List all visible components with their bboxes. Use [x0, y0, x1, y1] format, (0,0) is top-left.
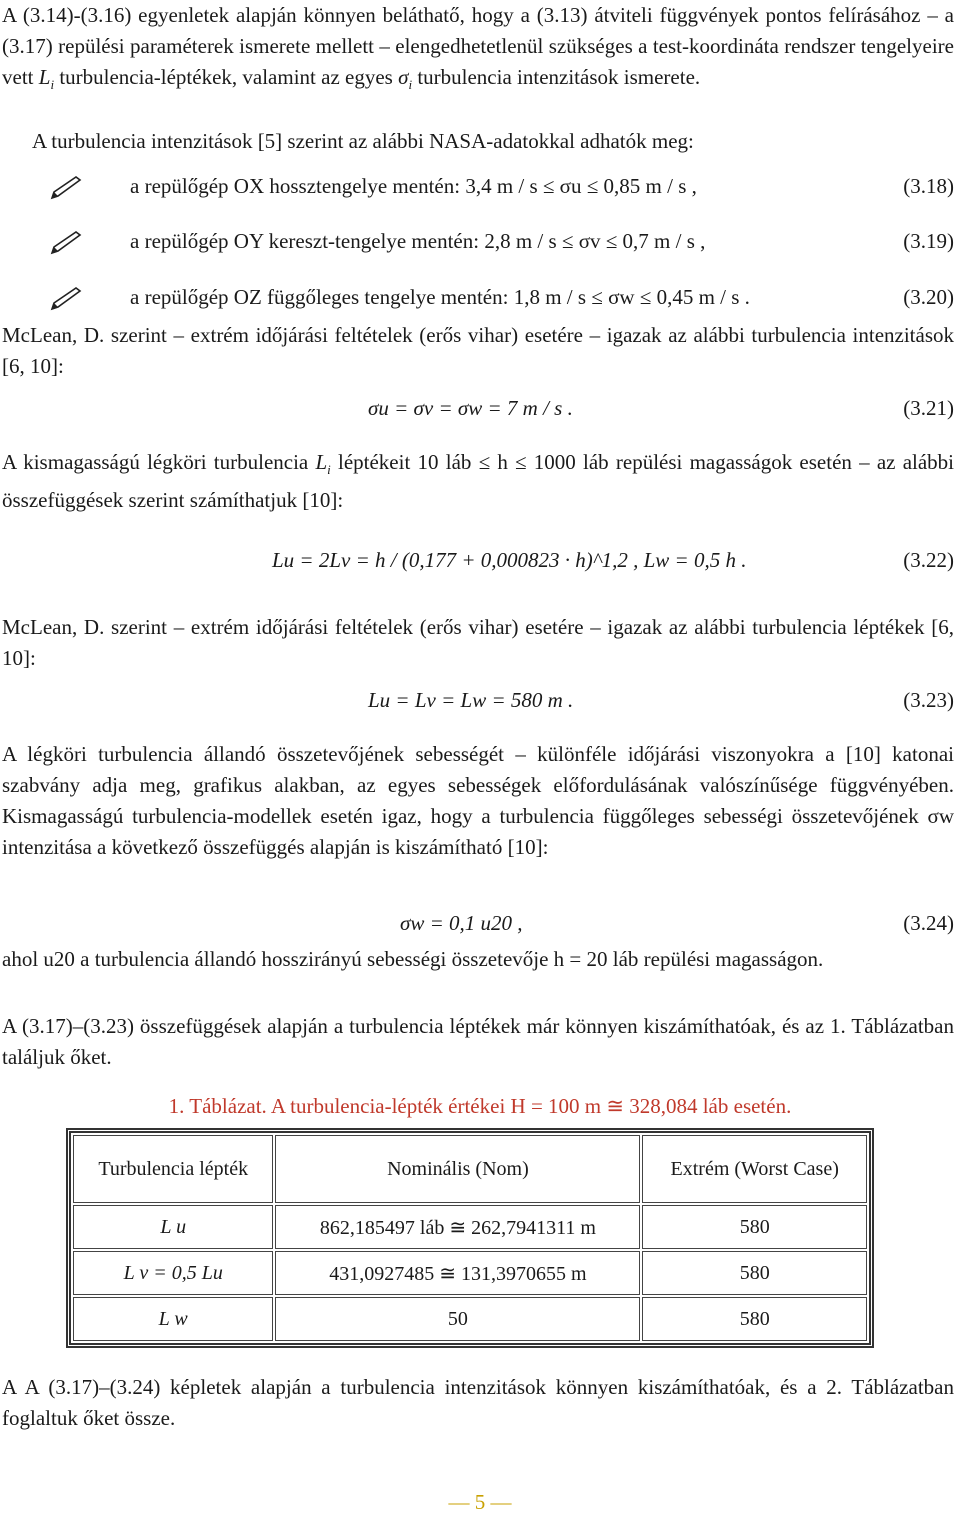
table-cell: L v = 0,5 Lu	[73, 1251, 273, 1295]
table-row	[73, 1297, 867, 1341]
eq-number-323: (3.23)	[903, 688, 954, 712]
symbol-sigma-i: $\sigma_i$	[398, 65, 413, 93]
table-row	[73, 1251, 867, 1295]
constant-component-paragraph: A légköri turbulencia állandó összetevőjének sebességét – különféle időjárási viszonyokra a [10] katonai szabvány adja meg, grafikus alakban, az egyes sebességek előfordulásának valószínűsége függvényében. Kismagasságú turbulencia-modellek esetén igaz, hogy a turbulencia függőleges sebességi összetevőjének σw intenzitása a következő összefüggés alapján is kiszámítható [10]:	[2, 742, 954, 859]
scale-paragraph	[2, 447, 954, 516]
mclean-intensity-paragraph: McLean, D. szerint – extrém időjárási feltételek (erős vihar) esetére – igazak az alábbi turbulencia intenzitások [6, 10]:	[2, 323, 954, 378]
where-paragraph: ahol u20 a turbulencia állandó hosszirányú sebességi összetevője h = 20 láb repülési magasságon.	[2, 947, 824, 971]
mclean-scale-paragraph: McLean, D. szerint – extrém időjárási feltételek (erős vihar) esetére – igazak az alábbi turbulencia léptékek [6, 10]:	[2, 615, 954, 670]
page-number: — 5 —	[448, 1490, 512, 1514]
table-cell: 431,0927485 ≅ 131,3970655 m	[275, 1251, 640, 1295]
equation-324: σw = 0,1 u20 ,	[400, 911, 523, 935]
turbulence-scale-table	[66, 1128, 874, 1348]
equation-321: σu = σv = σw = 7 m / s .	[368, 396, 573, 420]
equation-323: Lu = Lv = Lw = 580 m .	[368, 688, 574, 712]
table-caption: 1. Táblázat. A turbulencia-lépték értékei H = 100 m ≅ 328,084 láb esetén.	[168, 1094, 792, 1118]
equation-322: Lu = 2Lv = h / (0,177 + 0,000823 · h)^1,2 , Lw = 0,5 h .	[272, 548, 747, 572]
table-cell: 580	[642, 1251, 867, 1295]
table-cell: 862,185497 láb ≅ 262,7941311 m	[275, 1205, 640, 1249]
bullet-ozaxis: a repülőgép OZ függőleges tengelye mentén: 1,8 m / s ≤ σw ≤ 0,45 m / s .	[130, 285, 750, 309]
symbol-Li: $L_i$	[315, 450, 331, 478]
symbol-Li: $L_i$	[38, 65, 55, 93]
table-cell: L w	[73, 1297, 273, 1341]
table-cell: L u	[73, 1205, 273, 1249]
table-cell: 50	[275, 1297, 640, 1341]
intro-text-c: turbulencia intenzitások ismerete.	[417, 65, 701, 89]
intro-paragraph	[2, 0, 954, 100]
closing-paragraph: A A (3.17)–(3.24) képletek alapján a turbulencia intenzitások könnyen kiszámíthatóak, és a 2. Táblázatban foglaltuk őket össze.	[2, 1375, 954, 1430]
eq-number-319: (3.19)	[903, 229, 954, 253]
table-intro-paragraph: A (3.17)–(3.23) összefüggések alapján a turbulencia léptékek már könnyen kiszámíthatóak, és az 1. Táblázatban találjuk őket.	[2, 1014, 954, 1069]
intro-text-b: turbulencia-léptékek, valamint az egyes	[59, 65, 393, 89]
bullet-oxaxis: a repülőgép OX hossztengelye mentén: 3,4 m / s ≤ σu ≤ 0,85 m / s ,	[130, 174, 697, 198]
scale-text-b: léptékeit 10 láb ≤ h ≤ 1000 láb repülési magasságok esetén – az alábbi összefüggések szerint számíthatjuk [10]:	[2, 450, 954, 513]
intro-text: A (3.14)-(3.16) egyenletek alapján könnyen beláthatő, hogy a (3.13) átviteli függvények pontos felírásához – a (3.17) repülési paraméterek ismerete mellett – elengedhetetlenül szükséges a test-koordináta rendszer tengelyeire vett	[2, 3, 954, 89]
eq-number-321: (3.21)	[903, 396, 954, 420]
table-header-row	[73, 1135, 867, 1203]
eq-number-322: (3.22)	[903, 548, 954, 572]
header-cell: Turbulencia lépték	[73, 1135, 273, 1203]
bullet-oyaxis: a repülőgép OY kereszt-tengelye mentén: 2,8 m / s ≤ σv ≤ 0,7 m / s ,	[130, 229, 706, 253]
scale-text-a: A kismagasságú légköri turbulencia	[2, 450, 309, 474]
table-row	[73, 1205, 867, 1249]
eq-number-324: (3.24)	[903, 911, 954, 935]
eq-number-318: (3.18)	[903, 174, 954, 198]
nasa-paragraph: A turbulencia intenzitások [5] szerint az alábbi NASA-adatokkal adhatók meg:	[32, 129, 694, 153]
eq-number-320: (3.20)	[903, 285, 954, 309]
pencil-icon	[50, 287, 84, 311]
table-cell: 580	[642, 1205, 867, 1249]
pencil-icon	[50, 176, 84, 200]
header-cell: Nominális (Nom)	[275, 1135, 640, 1203]
header-cell: Extrém (Worst Case)	[642, 1135, 867, 1203]
pencil-icon	[50, 231, 84, 255]
table-cell: 580	[642, 1297, 867, 1341]
